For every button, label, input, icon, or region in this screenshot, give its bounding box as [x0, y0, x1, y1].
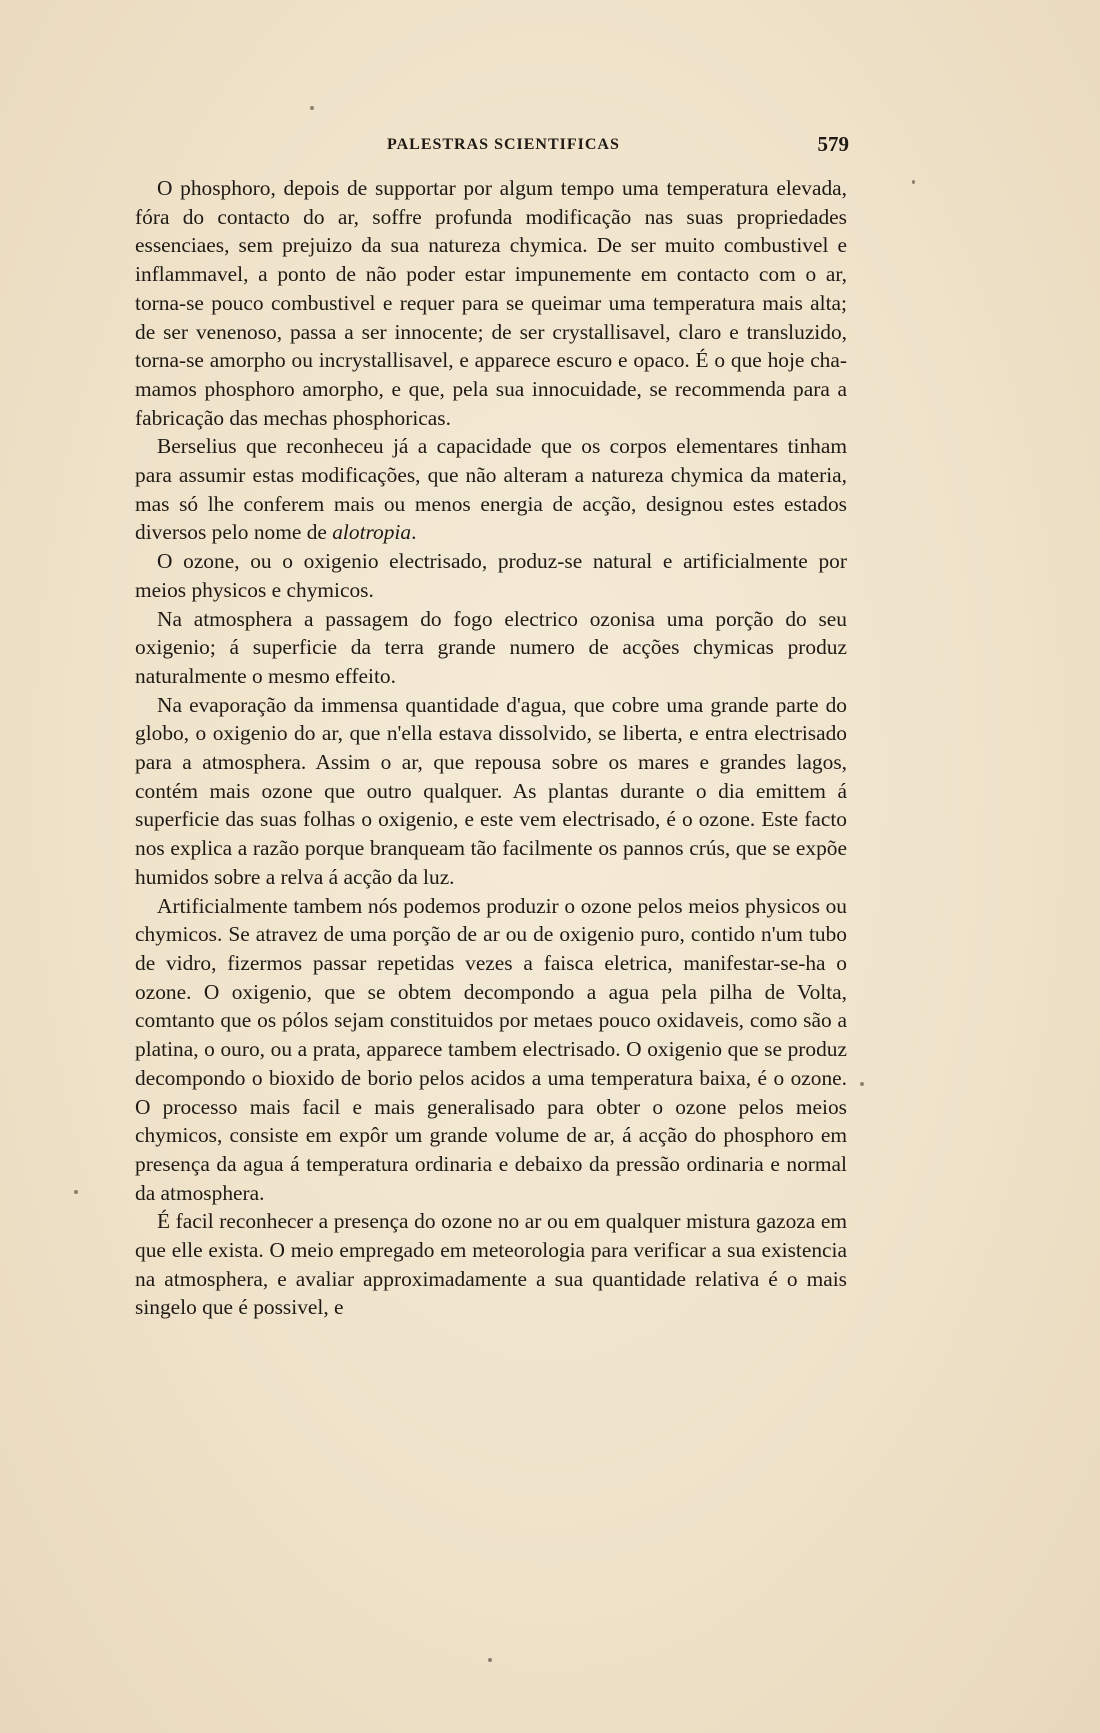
paragraph: O phosphoro, depois de supportar por algum tempo uma temperatura elevada, fóra do contacto do ar, soffre profunda modificação nas suas propriedades essenciaes, sem prejuizo da sua natureza chymica. De ser muito combustivel e inflammavel, a ponto de não poder estar impunemente em contacto com o ar, torna-se pouco combustivel e requer para se queimar uma temperatura mais alta; de ser venenoso, passa a ser innocente; de ser crystallisavel, claro e transluzido, torna-se amorpho ou incrystallisavel, e apparece escuro e opaco. É o que hoje chamamos phosphoro amorpho, e que, pela sua innocuidade, se recommenda para a fabricação das mechas phosphoricas.	[135, 176, 847, 430]
paragraph: Na atmosphera a passagem do fogo electrico ozonisa uma porção do seu oxigenio; á superficie da terra grande numero de acções chymicas produz naturalmente o mesmo effeito.	[135, 606, 847, 688]
running-head	[135, 132, 855, 162]
paragraph: Artificialmente tambem nós podemos produzir o ozone pelos meios physicos ou chymicos. Se atravez de uma porção de ar ou de oxigenio puro, contido n'um tubo de vidro, fizermos passar repetidas vezes a faisca eletrica, manifestar-se-ha o ozone. O oxigenio, que se obtem decompondo a agua pela pilha de Volta, comtanto que os pólos sejam constituidos por metaes pouco oxidaveis, como são a platina, o ouro, ou a prata, apparece tambem electrisado. O oxigenio que se produz decompondo o bioxido de borio pelos acidos a uma temperatura baixa, é o ozone. O processo mais facil e mais generalisado para obter o ozone pelos meios chymicos, consiste em expôr um grande volume de ar, á acção do phosphoro em presença da agua á temperatura ordinaria e debaixo da pressão ordinaria e normal da atmosphera.	[135, 893, 847, 1205]
paper-speck	[310, 106, 314, 110]
paragraph: É facil reconhecer a presença do ozone no ar ou em qualquer mistura gazoza em que elle exista. O meio empregado em meteorologia para verificar a sua existencia na atmosphera, e avaliar approximadamente a sua quantidade relativa é o mais singelo que é possivel, e	[135, 1209, 847, 1320]
italic-term: alotropia	[332, 520, 412, 545]
paragraph-text: Berselius que reconheceu já a capacidade que os corpos elementares tinham para assumir estas modificações, que não alteram a natureza chymica da materia, mas só lhe conferem mais ou menos energia de acção, designou estes estados diversos pelo nome de	[135, 434, 847, 545]
paper-speck	[74, 1190, 78, 1194]
paper-speck	[860, 1082, 864, 1086]
paragraph: Na evaporação da immensa quantidade d'agua, que cobre uma grande parte do globo, o oxigenio do ar, que n'ella estava dissolvido, se liberta, e entra electrisado para a atmosphera. Assim o ar, que repousa sobre os mares e grandes lagos, contém mais ozone que outro qualquer. As plantas durante o dia emittem á superficie das suas folhas o oxigenio, e este vem electrisado, é o ozone. Este facto nos explica a razão porque branqueam tão facilmente os pannos crús, que se expõe humidos sobre a relva á acção da luz.	[135, 692, 847, 889]
paragraph: O ozone, ou o oxigenio electrisado, produz-se natural e artificialmente por meios physicos e chymicos.	[135, 549, 847, 602]
paper-speck	[912, 180, 915, 184]
body-text	[135, 174, 847, 1322]
paper-speck	[488, 1658, 492, 1662]
paragraph-text: .	[411, 520, 417, 545]
paragraph	[135, 432, 847, 547]
page-number: 579	[817, 132, 849, 156]
running-head-title: PALESTRAS SCIENTIFICAS	[387, 136, 620, 153]
